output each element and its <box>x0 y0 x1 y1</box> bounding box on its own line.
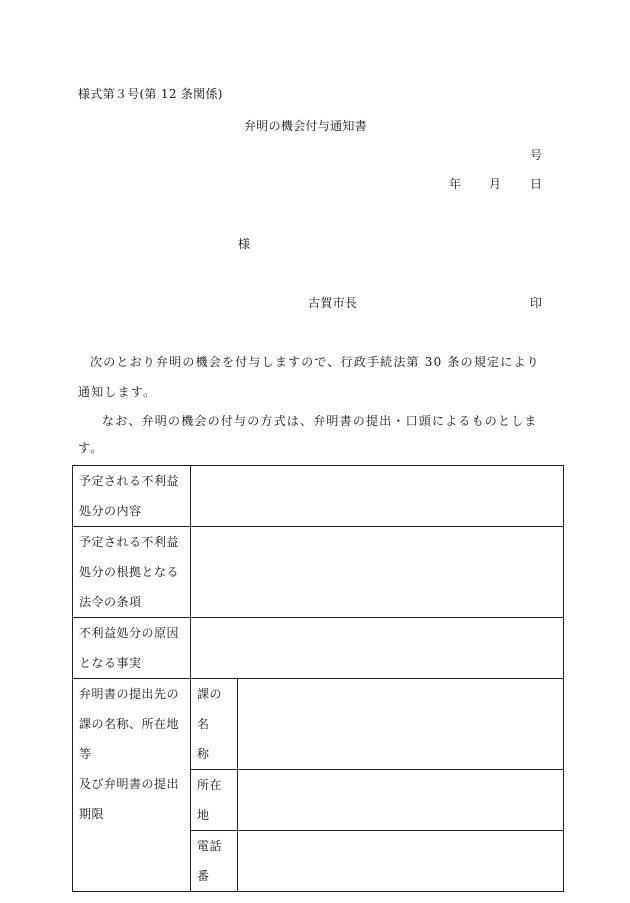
form-number: 様式第３号(第 12 条関係) <box>78 87 223 101</box>
number-label: 号 <box>530 148 543 162</box>
field-cause-facts <box>191 618 564 679</box>
field-legal-basis <box>191 527 564 618</box>
addressee-suffix: 様 <box>238 237 251 251</box>
notice-paragraph-1: 次のとおり弁明の機会を付与しますので、行政手続法第 30 条の規定により通知します。 <box>78 355 540 399</box>
label-cause-facts: 不利益処分の原因 となる事実 <box>73 618 191 679</box>
issuer-name: 古賀市長 <box>308 296 358 310</box>
notice-paragraph-2: なお、弁明の機会の付与の方式は、弁明書の提出・口頭によるものとします。 <box>78 414 538 455</box>
field-address <box>238 770 564 831</box>
table-row-submission-department <box>73 679 564 770</box>
label-address: 所在地 <box>191 770 238 831</box>
label-submission-info: 弁明書の提出先の 課の名称、所在地等 及び弁明書の提出 期限 <box>73 679 191 892</box>
table-row-legal-basis <box>73 527 564 618</box>
label-phone: 電話番 <box>191 831 238 892</box>
disposition-details-table <box>72 465 564 892</box>
date-day-label: 日 <box>530 177 543 191</box>
label-department-name: 課の名 称 <box>191 679 238 770</box>
field-disposition-content <box>191 466 564 527</box>
document-title: 弁明の機会付与通知書 <box>244 119 368 133</box>
seal-mark: 印 <box>530 296 543 310</box>
table-row-disposition-content <box>73 466 564 527</box>
table-row-cause-facts <box>73 618 564 679</box>
date-year-label: 年 <box>449 177 462 191</box>
field-department-name <box>238 679 564 770</box>
date-month-label: 月 <box>489 177 502 191</box>
label-disposition-content: 予定される不利益 処分の内容 <box>73 466 191 527</box>
field-phone <box>238 831 564 892</box>
label-legal-basis: 予定される不利益 処分の根拠となる 法令の条項 <box>73 527 191 618</box>
